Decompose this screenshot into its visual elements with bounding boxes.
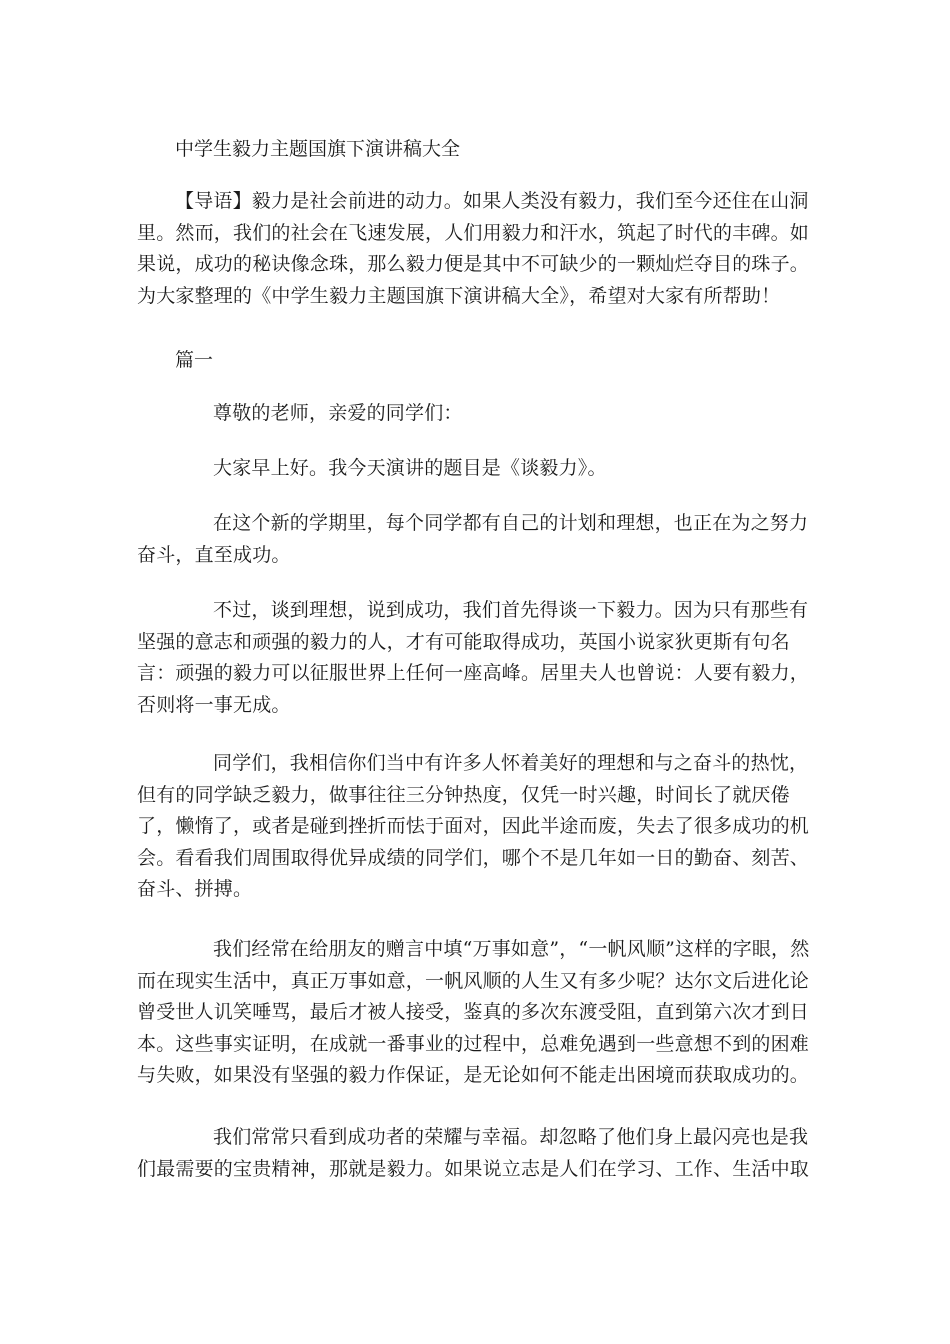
section-heading: 篇一 <box>175 349 214 371</box>
body-paragraph-5: 我们常常只看到成功者的荣耀与幸福。却忽略了他们身上最闪亮也是我们最需要的宝贵精神，那就是毅力。如果说立志是人们在学习、工作、生活中取 <box>137 1126 810 1180</box>
document-title: 中学生毅力主题国旗下演讲稿大全 <box>175 138 461 160</box>
intro-paragraph: 【导语】毅力是社会前进的动力。如果人类没有毅力，我们至今还住在山洞里。然而，我们的社会在飞速发展，人们用毅力和汗水，筑起了时代的丰碑。如果说，成功的秘诀像念珠，那么毅力便是其中不可缺少的一颗灿烂夺目的珠子。为大家整理的《中学生毅力主题国旗下演讲稿大全》，希望对大家有所帮助！ <box>137 190 810 307</box>
body-paragraph-2: 不过，谈到理想，说到成功，我们首先得谈一下毅力。因为只有那些有坚强的意志和顽强的毅力的人，才有可能取得成功，英国小说家狄更斯有句名言：顽强的毅力可以征服世界上任何一座高峰。居里夫人也曾说：人要有毅力，否则将一事无成。 <box>137 599 810 716</box>
body-paragraph-4: 我们经常在给朋友的赠言中填“万事如意”，“一帆风顺”这样的字眼，然而在现实生活中，真正万事如意，一帆风顺的人生又有多少呢？达尔文后进化论曾受世人讥笑唾骂，最后才被人接受，鉴真的多次东渡受阻，直到第六次才到日本。这些事实证明，在成就一番事业的过程中，总难免遇到一些意想不到的困难与失败，如果没有坚强的毅力作保证，是无论如何不能走出困境而获取成功的。 <box>137 938 810 1086</box>
greeting-paragraph: 大家早上好。我今天演讲的题目是《谈毅力》。 <box>213 457 607 479</box>
salutation-paragraph: 尊敬的老师，亲爱的同学们： <box>213 402 463 424</box>
body-paragraph-1: 在这个新的学期里，每个同学都有自己的计划和理想，也正在为之努力奋斗，直至成功。 <box>137 512 809 566</box>
body-paragraph-3: 同学们，我相信你们当中有许多人怀着美好的理想和与之奋斗的热忱，但有的同学缺乏毅力，做事往往三分钟热度，仅凭一时兴趣，时间长了就厌倦了，懒惰了，或者是碰到挫折而怯于面对，因此半途而废，失去了很多成功的机会。看看我们周围取得优异成绩的同学们，哪个不是几年如一日的勤奋、刻苦、奋斗、拼搏。 <box>137 752 810 900</box>
